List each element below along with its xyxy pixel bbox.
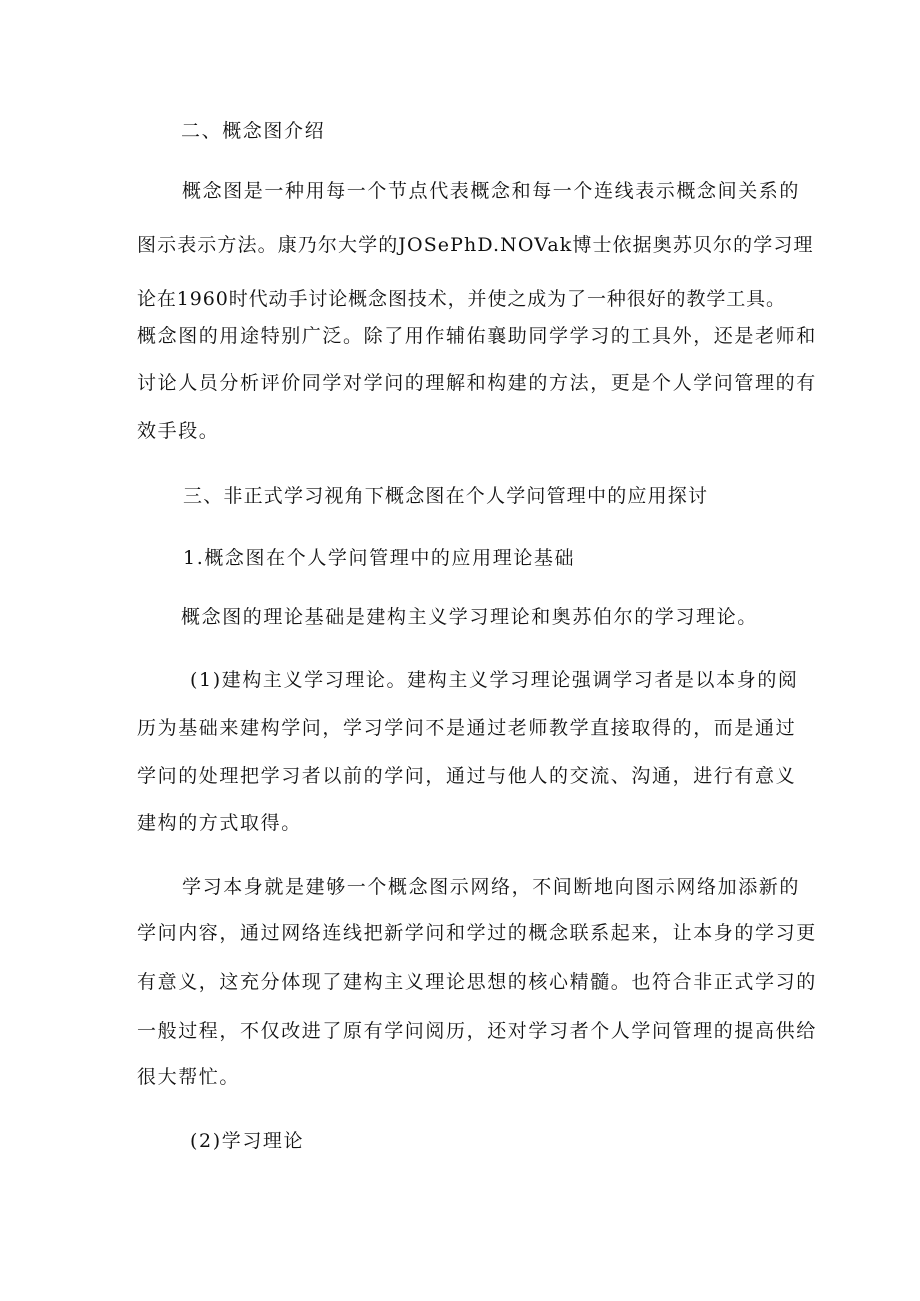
subsection-heading-learning-theory: (2)学习理论 <box>190 1130 305 1152</box>
paragraph-line: 建构的方式取得。 <box>137 812 302 834</box>
section-heading-informal-learning: 三、非正式学习视角下概念图在个人学问管理中的应用探讨 <box>183 485 709 507</box>
paragraph-line: 讨论人员分析评价同学对学问的理解和构建的方法，更是个人学问管理的有 <box>137 372 817 394</box>
paragraph-line: 一般过程，不仅改进了原有学问阅历，还对学习者个人学问管理的提高供给 <box>137 1020 817 1042</box>
paragraph-line: (1)建构主义学习理论。建构主义学习理论强调学习者是以本身的阅 <box>190 669 799 691</box>
section-heading-concept-map-intro: 二、概念图介绍 <box>181 120 326 142</box>
paragraph-line: 历为基础来建构学问，学习学问不是通过老师教学直接取得的，而是通过 <box>137 717 797 739</box>
paragraph-line: 很大帮忙。 <box>137 1066 241 1088</box>
paragraph-line: 概念图是一种用每一个节点代表概念和每一个连线表示概念间关系的 <box>182 180 801 202</box>
paragraph-line: 学问的处理把学习者以前的学问，通过与他人的交流、沟通，进行有意义 <box>137 765 797 787</box>
paragraph-line: 图示表示方法。康乃尔大学的JOSePhD.NOVak博士依据奥苏贝尔的学习理 <box>137 234 814 256</box>
paragraph-line: 效手段。 <box>137 420 220 442</box>
paragraph-line: 学习本身就是建够一个概念图示网络，不间断地向图示网络加添新的 <box>182 876 801 898</box>
paragraph-line: 学问内容，通过网络连线把新学问和学过的概念联系起来，让本身的学习更 <box>137 922 817 944</box>
paragraph-line: 论在1960时代动手讨论概念图技术，并使之成为了一种很好的教学工具。 <box>137 288 786 310</box>
paragraph-theory-basis: 概念图的理论基础是建构主义学习理论和奥苏伯尔的学习理论。 <box>181 606 758 628</box>
subsection-heading-theory-basis: 1.概念图在个人学问管理中的应用理论基础 <box>183 547 576 569</box>
paragraph-line: 有意义，这充分体现了建构主义理论思想的核心精髓。也符合非正式学习的 <box>137 971 817 993</box>
paragraph-line: 概念图的用途特别广泛。除了用作辅佑襄助同学学习的工具外，还是老师和 <box>137 325 817 347</box>
